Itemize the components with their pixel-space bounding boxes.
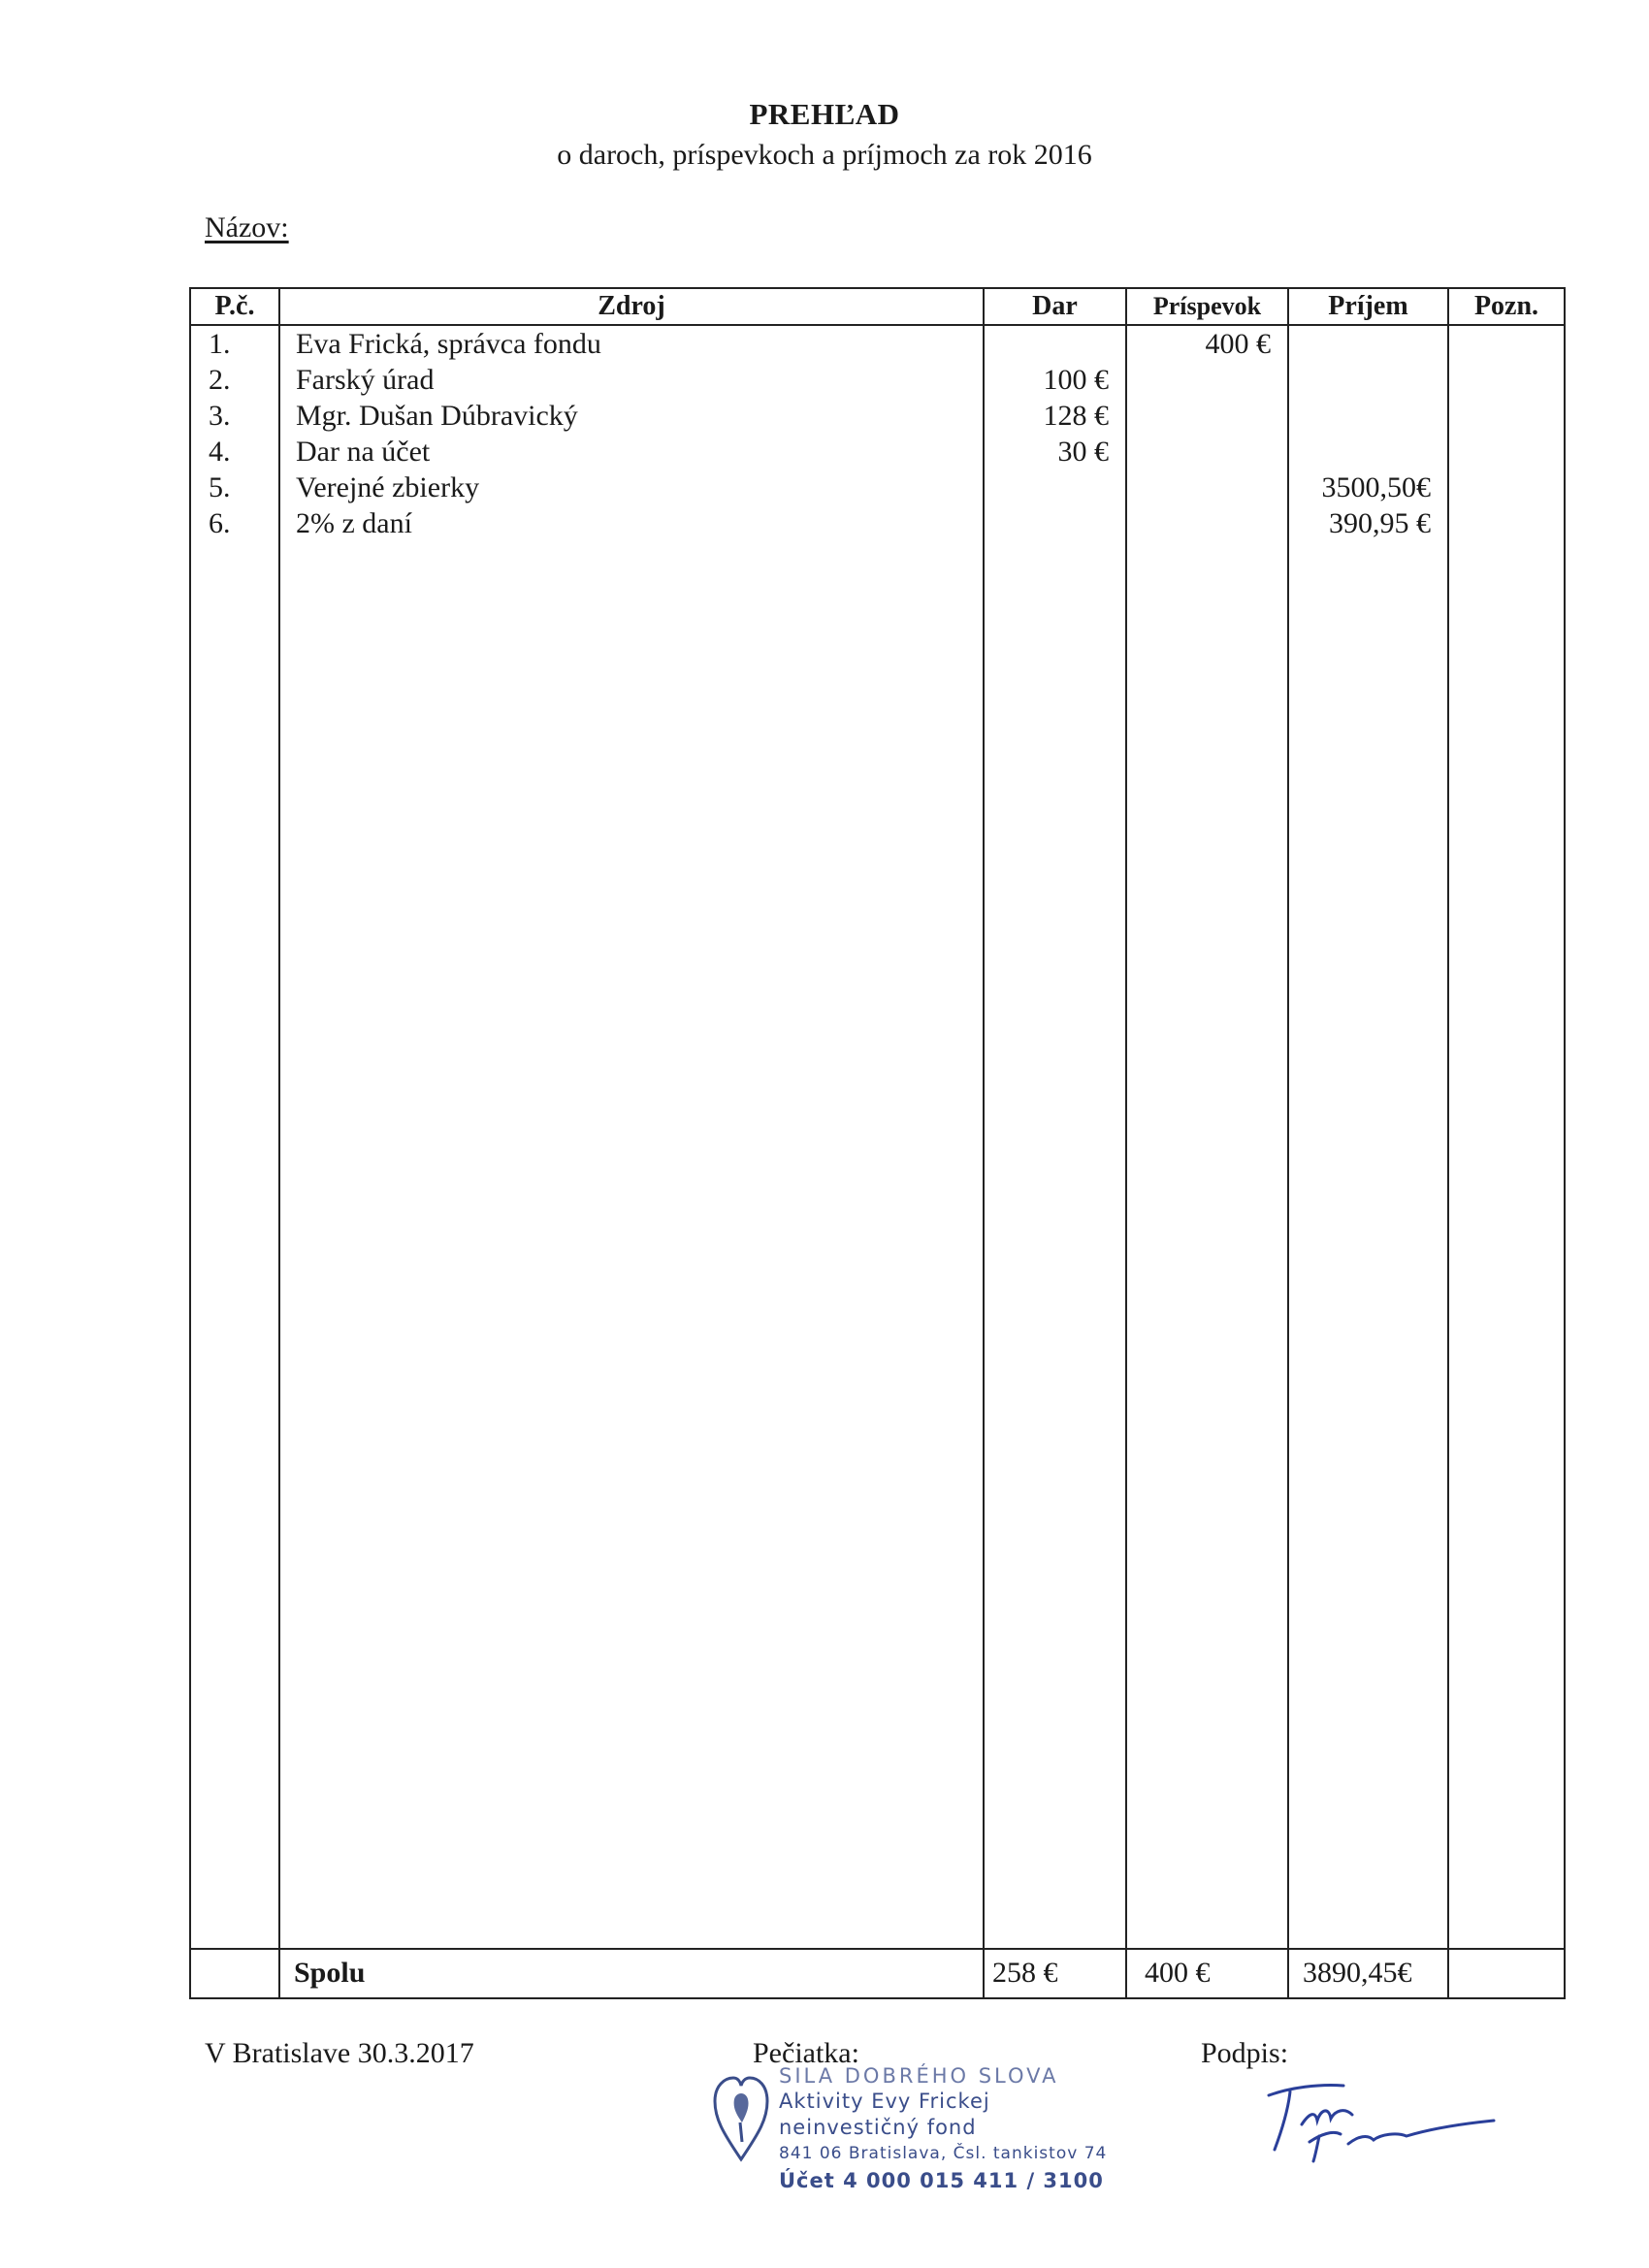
table-col-divider [983, 287, 985, 1999]
row-5-no: 5. [209, 471, 231, 503]
row-1-no: 1. [209, 328, 231, 360]
heart-logo-icon [713, 2072, 769, 2164]
table-col-divider [1125, 287, 1127, 1999]
stamp-line: Účet 4 000 015 411 / 3100 [779, 2169, 1104, 2192]
row-2-source: Farský úrad [296, 364, 435, 396]
row-4-source: Dar na účet [296, 436, 431, 468]
row-3-no: 3. [209, 400, 231, 432]
row-2-income [1289, 362, 1431, 398]
table-col-divider [1447, 287, 1449, 1999]
table-col-divider [1287, 287, 1289, 1999]
stamp-line: neinvestičný fond [779, 2116, 977, 2139]
header-income: Príjem [1328, 291, 1408, 321]
total-contribution: 400 € [1145, 1957, 1211, 1989]
row-1-source: Eva Frická, správca fondu [296, 328, 601, 360]
document-title: PREHĽAD [749, 97, 900, 131]
total-income: 3890,45€ [1303, 1957, 1412, 1989]
row-4-gift: 30 € [1057, 436, 1109, 468]
row-3-contribution [1127, 398, 1271, 434]
place-and-date: V Bratislave 30.3.2017 [205, 2037, 474, 2069]
row-4-contribution [1127, 434, 1271, 470]
row-2-gift: 100 € [1043, 364, 1109, 396]
row-6-source: 2% z daní [296, 507, 412, 539]
row-5-contribution [1127, 470, 1271, 505]
row-1-gift [985, 326, 1109, 362]
row-6-no: 6. [209, 507, 231, 539]
table-total-divider [189, 1948, 1566, 1950]
document-subtitle: o daroch, príspevkoch a príjmoch za rok 2016 [557, 139, 1092, 171]
row-6-income: 390,95 € [1329, 507, 1431, 539]
header-contribution: Príspevok [1152, 292, 1262, 320]
summary-table [189, 287, 1566, 1999]
row-5-income: 3500,50€ [1321, 471, 1431, 503]
row-1-income [1289, 326, 1431, 362]
row-2-contribution [1127, 362, 1271, 398]
row-3-gift: 128 € [1043, 400, 1109, 432]
row-1-contribution: 400 € [1205, 328, 1271, 360]
stamp-line: Aktivity Evy Frickej [779, 2090, 990, 2113]
row-4-no: 4. [209, 436, 231, 468]
total-label: Spolu [294, 1957, 366, 1989]
handwritten-signature [1251, 2066, 1504, 2163]
stamp-line: SILA DOBRÉHO SLOVA [779, 2064, 1059, 2088]
table-col-divider [278, 287, 280, 1999]
row-3-income [1289, 398, 1431, 434]
stamp-line: 841 06 Bratislava, Čsl. tankistov 74 [779, 2144, 1108, 2163]
header-note: Pozn. [1473, 291, 1539, 321]
header-no: P.č. [214, 291, 255, 321]
stamp-label: Pečiatka: [753, 2037, 859, 2069]
row-5-source: Verejné zbierky [296, 471, 480, 503]
row-3-source: Mgr. Dušan Dúbravický [296, 400, 578, 432]
total-gift: 258 € [992, 1957, 1058, 1989]
table-border-bottom [189, 1997, 1566, 1999]
name-label: Názov: [205, 211, 289, 243]
row-5-gift [985, 470, 1109, 505]
row-6-contribution [1127, 505, 1271, 541]
signature-label: Podpis: [1201, 2037, 1289, 2069]
table-col-divider [189, 287, 191, 1999]
row-6-gift [985, 505, 1109, 541]
table-col-divider [1564, 287, 1566, 1999]
header-gift: Dar [1032, 291, 1078, 321]
header-source: Zdroj [598, 291, 665, 321]
row-2-no: 2. [209, 364, 231, 396]
row-4-income [1289, 434, 1431, 470]
organization-stamp [713, 2064, 1108, 2249]
